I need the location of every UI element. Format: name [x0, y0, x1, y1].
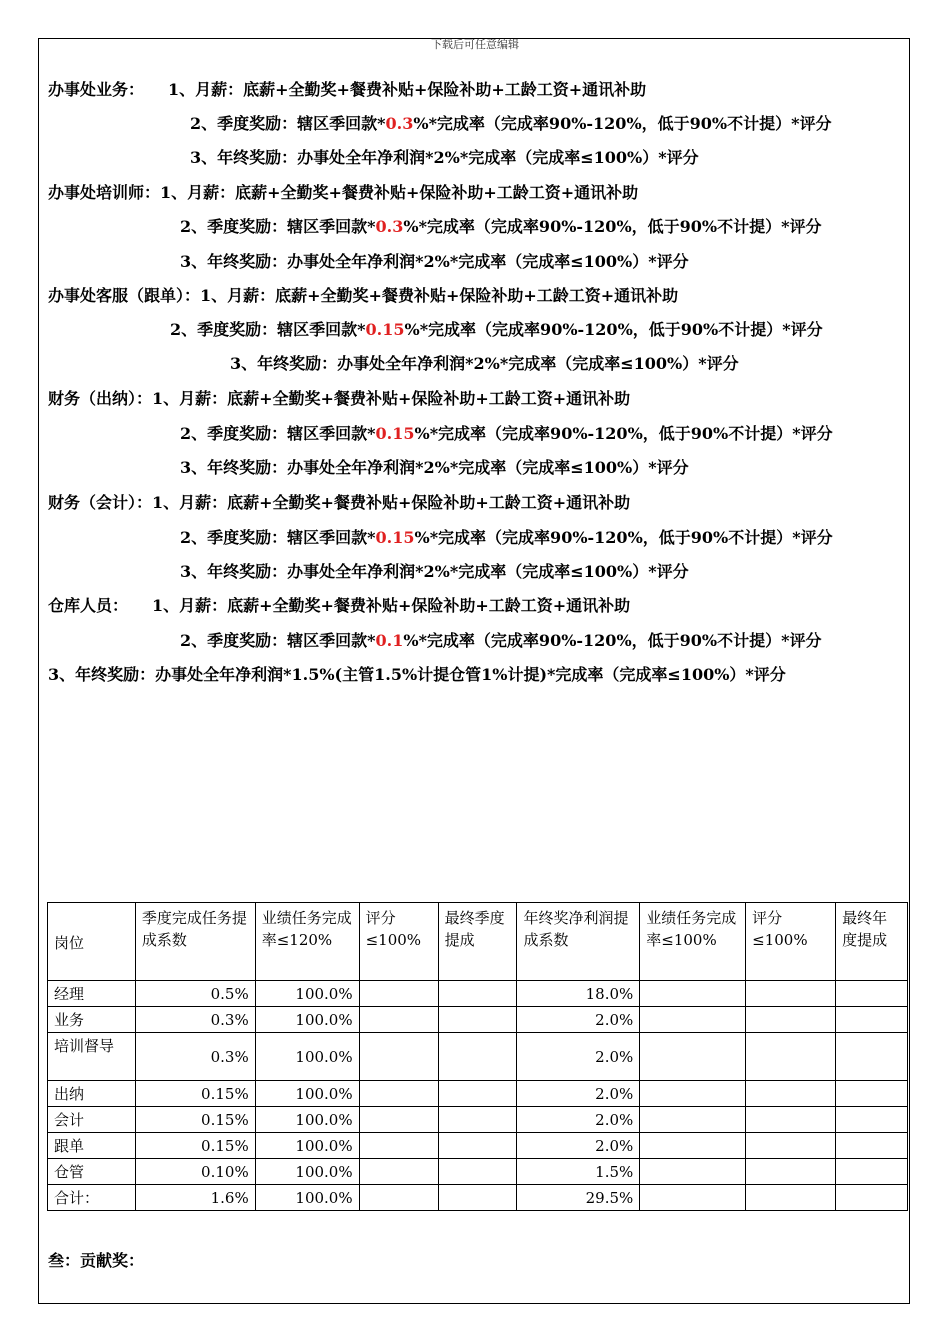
table-cell	[746, 1185, 836, 1211]
table-cell	[438, 1185, 517, 1211]
line-text: 2、季度奖励：辖区季回款*	[180, 528, 376, 547]
table-row	[48, 1007, 908, 1033]
table-cell: 0.3%	[135, 1033, 255, 1081]
table-cell	[836, 1133, 908, 1159]
line-text-tail: %*完成率（完成率90%-120%，低于90%不计提）*评分	[414, 424, 833, 443]
table-cell	[746, 1007, 836, 1033]
table-cell: 100.0%	[255, 1133, 359, 1159]
commission-table	[47, 902, 908, 1211]
table-header-cell: 年终奖净利润提成系数	[517, 903, 640, 981]
table-cell	[640, 981, 746, 1007]
table-row	[48, 981, 908, 1007]
table-cell	[438, 1081, 517, 1107]
table-cell	[640, 1007, 746, 1033]
line-text: 3、年终奖励：办事处全年净利润*1.5%(主管1.5%计提仓管1%计提)*完成率（完成率≤100%）*评分	[48, 665, 786, 684]
table-cell	[438, 1107, 517, 1133]
table-header-cell: 业绩任务完成率≤100%	[640, 903, 746, 981]
table-cell	[746, 1081, 836, 1107]
text-line	[180, 217, 821, 237]
text-line	[170, 320, 823, 340]
table-cell	[359, 1081, 438, 1107]
text-line	[48, 493, 630, 513]
position-cell: 合计：	[48, 1185, 136, 1211]
line-text-tail: %*完成率（完成率90%-120%，低于90%不计提）*评分	[404, 320, 823, 339]
table-cell	[836, 1185, 908, 1211]
table-cell: 100.0%	[255, 1185, 359, 1211]
table-cell	[640, 1033, 746, 1081]
table-cell	[359, 1033, 438, 1081]
table-header-row	[48, 903, 908, 981]
table-header-cell: 最终年度提成	[836, 903, 908, 981]
table-header-cell: 评分≤100%	[359, 903, 438, 981]
line-text-tail: %*完成率（完成率90%-120%，低于90%不计提）*评分	[413, 114, 832, 133]
text-line	[180, 458, 689, 478]
rate-value: 0.3	[375, 217, 404, 236]
table-cell	[438, 1159, 517, 1185]
text-line	[230, 354, 739, 374]
table-cell: 100.0%	[255, 1107, 359, 1133]
table-cell: 100.0%	[255, 1159, 359, 1185]
line-text: 仓库人员： 1、月薪：底薪+全勤奖+餐费补贴+保险补助+工龄工资+通讯补助	[48, 596, 631, 615]
line-text: 财务（出纳）：1、月薪：底薪+全勤奖+餐费补贴+保险补助+工龄工资+通讯补助	[48, 389, 631, 408]
text-line	[180, 424, 833, 444]
table-cell	[359, 1107, 438, 1133]
line-text: 3、年终奖励：办事处全年净利润*2%*完成率（完成率≤100%）*评分	[230, 354, 739, 373]
contribution-award-heading: 叁：贡献奖：	[48, 1251, 145, 1270]
line-text: 2、季度奖励：辖区季回款*	[180, 424, 376, 443]
table-header-cell: 季度完成任务提成系数	[135, 903, 255, 981]
line-text: 2、季度奖励：辖区季回款*	[190, 114, 386, 133]
line-text: 3、年终奖励：办事处全年净利润*2%*完成率（完成率≤100%）*评分	[180, 562, 689, 581]
table-cell	[438, 1007, 517, 1033]
text-line	[48, 596, 630, 616]
line-text: 办事处业务： 1、月薪：底薪+全勤奖+餐费补贴+保险补助+工龄工资+通讯补助	[48, 80, 647, 99]
position-cell: 经理	[48, 981, 136, 1007]
line-text-tail: %*完成率（完成率90%-120%，低于90%不计提）*评分	[403, 631, 822, 650]
position-cell: 培训督导	[48, 1033, 136, 1081]
table-cell	[836, 981, 908, 1007]
table-cell: 18.0%	[517, 981, 640, 1007]
table-cell	[640, 1107, 746, 1133]
line-text: 3、年终奖励：办事处全年净利润*2%*完成率（完成率≤100%）*评分	[190, 148, 699, 167]
table-cell: 0.15%	[135, 1107, 255, 1133]
table-cell	[359, 981, 438, 1007]
rate-value: 0.15	[365, 320, 405, 339]
table-cell	[836, 1007, 908, 1033]
text-line	[190, 114, 831, 134]
table-cell	[640, 1081, 746, 1107]
line-text: 2、季度奖励：辖区季回款*	[180, 217, 376, 236]
table-row	[48, 1185, 908, 1211]
text-line	[180, 631, 821, 651]
line-text: 办事处客服（跟单）：1、月薪：底薪+全勤奖+餐费补贴+保险补助+工龄工资+通讯补助	[48, 286, 679, 305]
rate-value: 0.15	[375, 528, 415, 547]
table-cell	[746, 981, 836, 1007]
table-cell	[359, 1133, 438, 1159]
text-line	[180, 252, 689, 272]
table-cell: 2.0%	[517, 1007, 640, 1033]
table-cell	[640, 1133, 746, 1159]
table-cell: 0.3%	[135, 1007, 255, 1033]
table-row	[48, 1107, 908, 1133]
position-cell: 跟单	[48, 1133, 136, 1159]
table-cell: 0.10%	[135, 1159, 255, 1185]
table-cell	[640, 1185, 746, 1211]
table-cell	[640, 1159, 746, 1185]
table-cell	[836, 1081, 908, 1107]
table-cell: 2.0%	[517, 1107, 640, 1133]
rate-value: 0.15	[375, 424, 415, 443]
table-cell	[746, 1159, 836, 1185]
text-line	[48, 665, 786, 685]
rate-value: 0.1	[375, 631, 404, 650]
line-text: 2、季度奖励：辖区季回款*	[170, 320, 366, 339]
table-row	[48, 1081, 908, 1107]
table-cell	[438, 981, 517, 1007]
table-row	[48, 1159, 908, 1185]
table-cell	[746, 1133, 836, 1159]
table-row	[48, 1133, 908, 1159]
text-line	[48, 389, 630, 409]
line-text: 2、季度奖励：辖区季回款*	[180, 631, 376, 650]
table-cell	[359, 1185, 438, 1211]
position-cell: 会计	[48, 1107, 136, 1133]
table-cell: 100.0%	[255, 1007, 359, 1033]
table-cell: 0.15%	[135, 1133, 255, 1159]
table-cell	[836, 1107, 908, 1133]
text-line	[190, 148, 699, 168]
position-cell: 仓管	[48, 1159, 136, 1185]
table-header-cell: 岗位	[48, 903, 136, 981]
table-cell	[359, 1159, 438, 1185]
line-text: 办事处培训师：1、月薪：底薪+全勤奖+餐费补贴+保险补助+工龄工资+通讯补助	[48, 183, 639, 202]
table-header-cell: 评分≤100%	[746, 903, 836, 981]
line-text-tail: %*完成率（完成率90%-120%，低于90%不计提）*评分	[414, 528, 833, 547]
table-cell: 2.0%	[517, 1033, 640, 1081]
rate-value: 0.3	[385, 114, 414, 133]
table-cell: 1.5%	[517, 1159, 640, 1185]
table-cell: 2.0%	[517, 1133, 640, 1159]
table-header-cell: 最终季度提成	[438, 903, 517, 981]
text-line	[48, 286, 678, 306]
position-cell: 出纳	[48, 1081, 136, 1107]
table-cell	[438, 1133, 517, 1159]
table-cell	[746, 1033, 836, 1081]
text-line	[48, 183, 638, 203]
line-text-tail: %*完成率（完成率90%-120%，低于90%不计提）*评分	[403, 217, 822, 236]
line-text: 3、年终奖励：办事处全年净利润*2%*完成率（完成率≤100%）*评分	[180, 458, 689, 477]
table-cell: 2.0%	[517, 1081, 640, 1107]
table-row	[48, 1033, 908, 1081]
table-cell: 1.6%	[135, 1185, 255, 1211]
table-cell	[359, 1007, 438, 1033]
position-cell: 业务	[48, 1007, 136, 1033]
text-line	[48, 80, 646, 100]
table-header-cell: 业绩任务完成率≤120%	[255, 903, 359, 981]
text-line	[180, 528, 833, 548]
table-cell	[746, 1107, 836, 1133]
table-cell: 100.0%	[255, 1033, 359, 1081]
table-cell: 29.5%	[517, 1185, 640, 1211]
text-line	[180, 562, 689, 582]
table-cell: 100.0%	[255, 1081, 359, 1107]
table-cell	[438, 1033, 517, 1081]
header-note: 下载后可任意编辑	[431, 38, 519, 51]
table-cell: 100.0%	[255, 981, 359, 1007]
table-cell	[836, 1033, 908, 1081]
table-cell: 0.15%	[135, 1081, 255, 1107]
line-text: 3、年终奖励：办事处全年净利润*2%*完成率（完成率≤100%）*评分	[180, 252, 689, 271]
table-cell: 0.5%	[135, 981, 255, 1007]
table-cell	[836, 1159, 908, 1185]
line-text: 财务（会计）：1、月薪：底薪+全勤奖+餐费补贴+保险补助+工龄工资+通讯补助	[48, 493, 631, 512]
